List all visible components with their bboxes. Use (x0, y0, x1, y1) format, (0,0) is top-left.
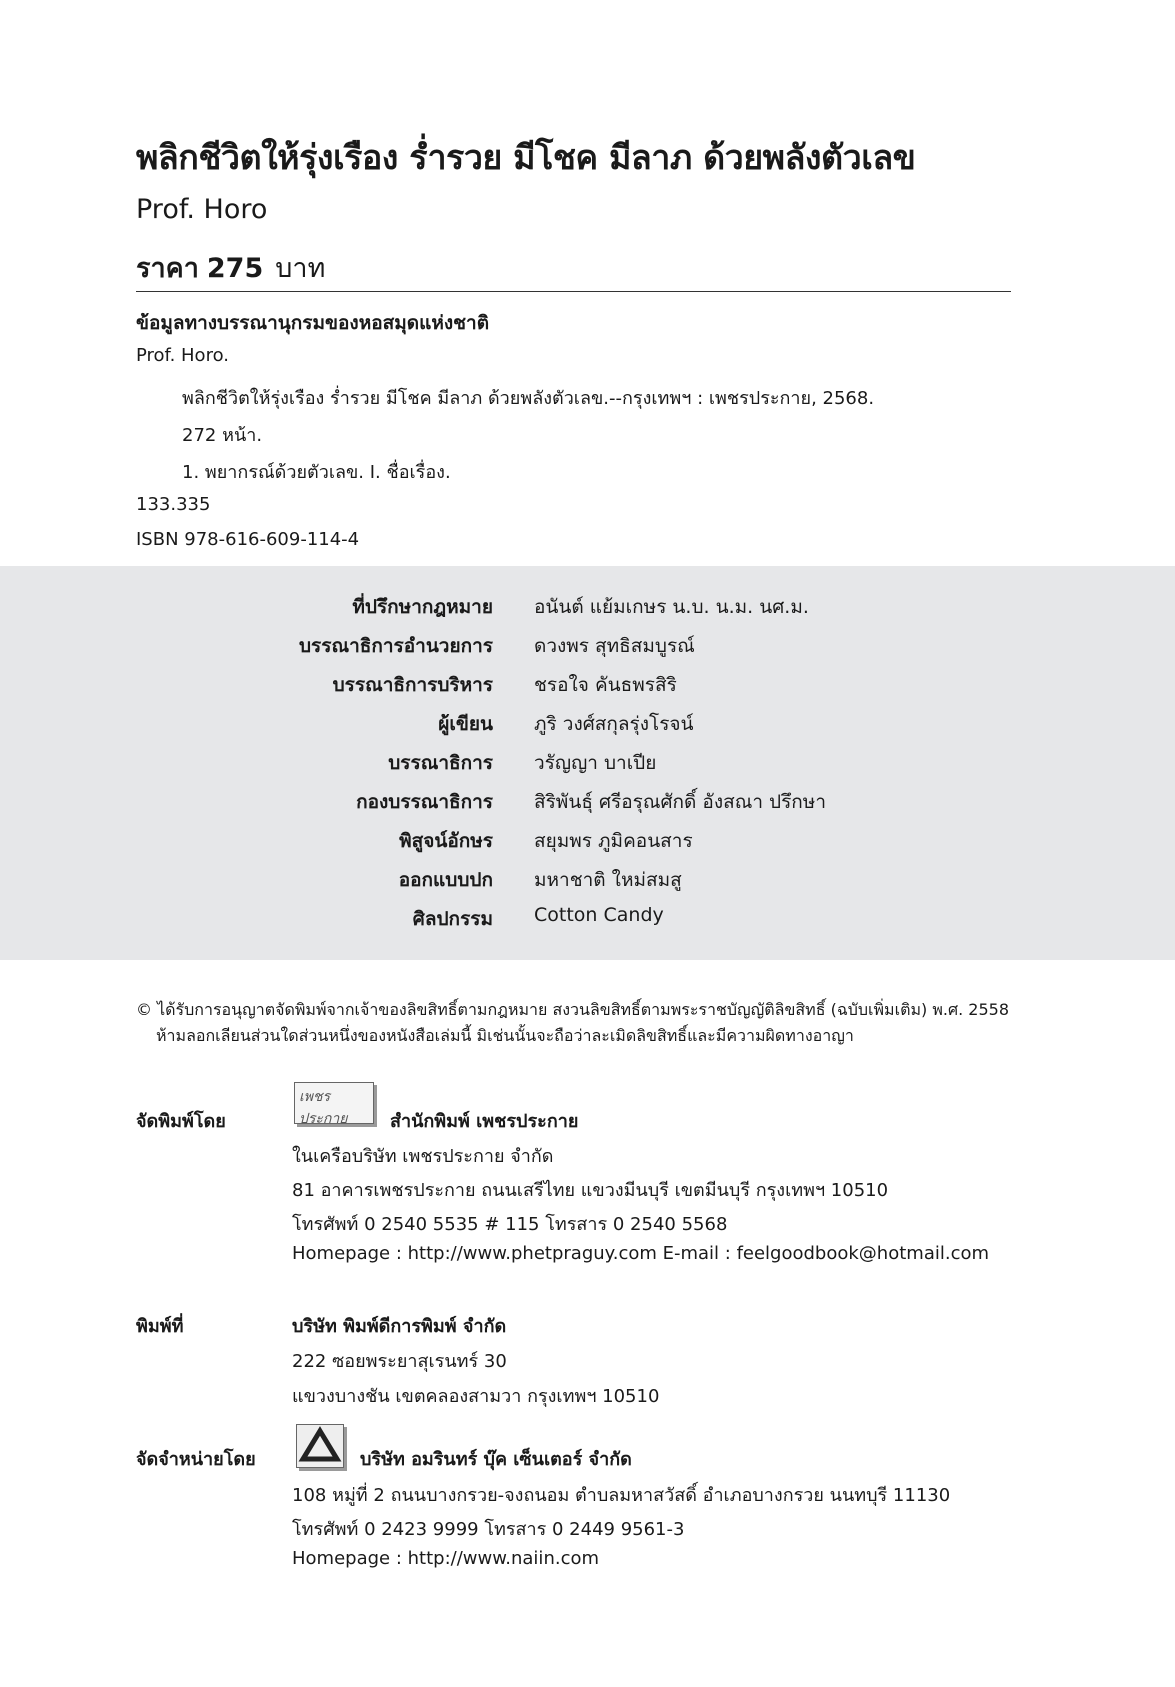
credit-value: สิริพันธุ์ ศรีอรุณศักดิ์ อังสณา ปรึกษา (534, 791, 826, 813)
credit-row (0, 670, 1175, 709)
cip-subject-line: 1. พยากรณ์ด้วยตัวเลข. I. ชื่อเรื่อง. (182, 462, 451, 483)
credit-value: สยุมพร ภูมิคอนสาร (534, 830, 693, 852)
publisher-logo-text: เพชรประกาย (299, 1089, 348, 1127)
distributor-label: จัดจำหน่ายโดย (136, 1449, 256, 1470)
credit-label: ที่ปรึกษากฎหมาย (352, 596, 493, 618)
book-price (136, 246, 325, 289)
book-author: Prof. Horo (136, 194, 268, 225)
credit-label: บรรณาธิการ (388, 752, 493, 774)
credit-row (0, 787, 1175, 826)
triangle-logo-icon (297, 1425, 343, 1467)
credit-row (0, 709, 1175, 748)
distributor-address: 108 หมู่ที่ 2 ถนนบางกรวย-จงถนอม ตำบลมหาสวัสดิ์ อำเภอบางกรวย นนทบุรี 11130 (292, 1485, 951, 1506)
cip-pages-line: 272 หน้า. (182, 425, 263, 446)
publisher-line: ในเครือบริษัท เพชรประกาย จำกัด (292, 1146, 554, 1167)
cip-title-line: พลิกชีวิตให้รุ่งเรือง ร่ำรวย มีโชค มีลาภ ด้วยพลังตัวเลข.--กรุงเทพฯ : เพชรประกาย, 2568. (182, 388, 875, 409)
credit-row (0, 631, 1175, 670)
credit-label: พิสูจน์อักษร (399, 830, 493, 852)
credit-row (0, 826, 1175, 865)
credits-band (0, 566, 1175, 960)
cip-class-number: 133.335 (136, 494, 211, 515)
distributor-web: Homepage : http://www.naiin.com (292, 1548, 600, 1569)
credit-label: ออกแบบปก (398, 869, 493, 891)
printer-name: บริษัท พิมพ์ดีการพิมพ์ จำกัด (292, 1316, 507, 1337)
publisher-name: สำนักพิมพ์ เพชรประกาย (390, 1111, 579, 1132)
credit-value: ชรอใจ คันธพรสิริ (534, 674, 677, 696)
publisher-web: Homepage : http://www.phetpraguy.com E-mail : feelgoodbook@hotmail.com (292, 1243, 990, 1264)
publisher-label: จัดพิมพ์โดย (136, 1111, 226, 1132)
credit-value: ภูริ วงศ์สกุลรุ่งโรจน์ (534, 713, 694, 735)
printer-district: แขวงบางชัน เขตคลองสามวา กรุงเทพฯ 10510 (292, 1386, 660, 1407)
copyright-notice: © ได้รับการอนุญาตจัดพิมพ์จากเจ้าของลิขสิทธิ์ตามกฎหมาย สงวนลิขสิทธิ์ตามพระราชบัญญัติลิขสิทธิ์ (ฉบับเพิ่มเติม) พ.ศ. 2558 (136, 1000, 1010, 1019)
credit-label: บรรณาธิการอำนวยการ (299, 635, 493, 657)
cip-heading: ข้อมูลทางบรรณานุกรมของหอสมุดแห่งชาติ (136, 312, 490, 334)
printer-address: 222 ซอยพระยาสุเรนทร์ 30 (292, 1351, 507, 1372)
price-amount: 275 (206, 253, 264, 284)
price-currency: บาท (275, 253, 326, 284)
credit-value: อนันต์ แย้มเกษร น.บ. น.ม. นศ.ม. (534, 596, 809, 618)
book-title: พลิกชีวิตให้รุ่งเรือง ร่ำรวย มีโชค มีลาภ ด้วยพลังตัวเลข (136, 138, 916, 178)
cip-author-line: Prof. Horo. (136, 345, 229, 366)
credit-label: กองบรรณาธิการ (356, 791, 493, 813)
distributor-name: บริษัท อมรินทร์ บุ๊ค เซ็นเตอร์ จำกัด (360, 1449, 632, 1470)
title-divider (136, 291, 1011, 292)
printer-label: พิมพ์ที่ (136, 1316, 184, 1337)
credit-value: มหาชาติ ใหม่สมสู (534, 869, 682, 891)
credit-row (0, 904, 1175, 943)
credit-value: Cotton Candy (534, 904, 664, 926)
credit-row (0, 748, 1175, 787)
credit-row (0, 865, 1175, 904)
credit-row (0, 592, 1175, 631)
distributor-logo (296, 1424, 344, 1468)
credit-value: ดวงพร สุทธิสมบูรณ์ (534, 635, 695, 657)
credit-label: ศิลปกรรม (412, 908, 493, 930)
publisher-phone: โทรศัพท์ 0 2540 5535 # 115 โทรสาร 0 2540 5568 (292, 1214, 728, 1235)
publisher-address: 81 อาคารเพชรประกาย ถนนเสรีไทย แขวงมีนบุรี เขตมีนบุรี กรุงเทพฯ 10510 (292, 1180, 889, 1201)
credit-value: วรัญญา บาเปีย (534, 752, 657, 774)
distributor-phone: โทรศัพท์ 0 2423 9999 โทรสาร 0 2449 9561-3 (292, 1519, 685, 1540)
copyright-warning: ห้ามลอกเลียนส่วนใดส่วนหนึ่งของหนังสือเล่มนี้ มิเช่นนั้นจะถือว่าละเมิดลิขสิทธิ์และมีความผิดทางอาญา (156, 1026, 854, 1045)
publisher-logo (294, 1082, 374, 1127)
price-label: ราคา (136, 253, 199, 284)
credit-label: ผู้เขียน (438, 713, 493, 735)
credit-label: บรรณาธิการบริหาร (332, 674, 493, 696)
cip-isbn: ISBN 978-616-609-114-4 (136, 529, 360, 550)
